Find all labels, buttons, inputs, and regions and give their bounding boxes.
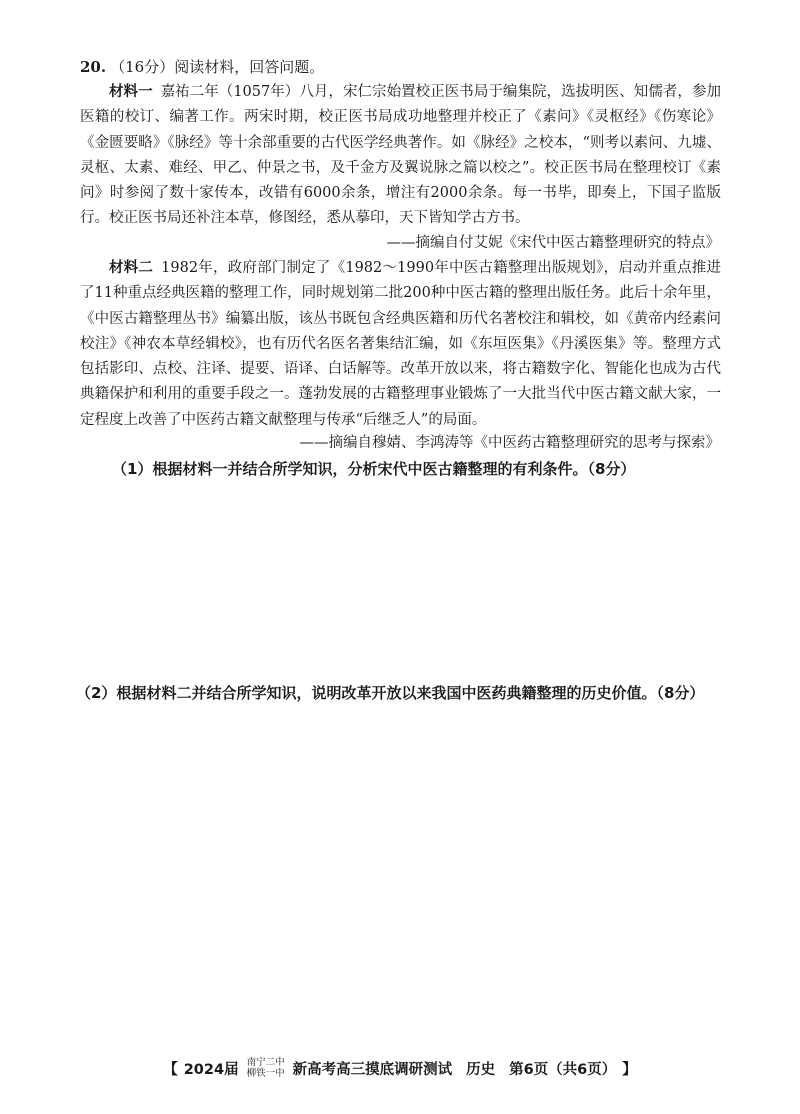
question-header (80, 57, 324, 77)
material-1-label: 材料一 (109, 84, 153, 100)
footer-exam-name: 新高考高三摸底调研测试 (292, 1061, 453, 1078)
footer-bracket-close: 】 (622, 1061, 637, 1078)
footer-school-top: 南宁二中 (246, 1057, 285, 1068)
footer-subject: 历史 (466, 1061, 496, 1078)
material-1-source: ——摘编自付艾妮《宋代中医古籍整理研究的特点》 (386, 235, 720, 251)
footer-bracket-open: 【 (163, 1061, 178, 1078)
footer-schools (247, 1057, 285, 1079)
material-2-text: 1982年，政府部门制定了《1982～1990年中医古籍整理出版规划》，启动并重点推进了11种重点经典医籍的整理工作，同时规划第二批200种中医古籍的整理出版任务。此后十余年里，《中医古籍整理丛书》编纂出版，该丛书既包含经典医籍和历代名著校注和辑校，如《黄帝内经素问校注》《神农本草经辑校》，也有历代名医名著集结汇编，如《东垣医集》《丹溪医集》等。整理方式包括影印、点校、注译、提要、语译、白话解等。改革开放以来，将古籍数字化、智能化也成为古代典籍保护和利用的重要手段之一。蓬勃发展的古籍整理事业锻炼了一大批当代中医古籍文献大家，一定程度上改善了中医药古籍文献整理与传承“后继乏人”的局面。 (80, 260, 722, 428)
material-2-label: 材料二 (109, 260, 154, 276)
subquestion-1: （1）根据材料一并结合所学知识，分析宋代中医古籍整理的有利条件。（8分） (112, 460, 636, 478)
material-2-paragraph (80, 256, 721, 433)
material-2-source: ——摘编自穆婧、李鸿涛等《中医药古籍整理研究的思考与探索》 (299, 435, 720, 451)
material-1-paragraph (80, 80, 721, 232)
subquestion-2: （2）根据材料二并结合所学知识，说明改革开放以来我国中医药典籍整理的历史价值。（8分） (76, 684, 705, 702)
page-footer (0, 1057, 800, 1079)
footer-year: 2024届 (183, 1061, 239, 1078)
footer-school-bottom: 柳铁一中 (246, 1068, 285, 1079)
question-intro: （16分）阅读材料，回答问题。 (110, 58, 325, 76)
footer-page-number: 第6页（共6页） (509, 1061, 617, 1078)
material-1-text: 嘉祐二年（1057年）八月，宋仁宗始置校正医书局于编集院，选拔明医、知儒者，参加医籍的校订、编著工作。两宋时期，校正医书局成功地整理并校正了《素问》《灵枢经》《伤寒论》《金匮要略》《脉经》等十余部重要的古代医学经典著作。如《脉经》之校本，“则考以素问、九墟、灵枢、太素、难经、甲乙、仲景之书，及千金方及翼说脉之篇以校之”。校正医书局在整理校订《素问》时参阅了数十家传本，改错有6000余条，增注有2000余条。每一书毕，即奏上，下国子监版行。校正医书局还补注本草，修图经，悉从摹印，天下皆知学古方书。 (80, 84, 721, 227)
question-number: 20. (80, 58, 107, 76)
